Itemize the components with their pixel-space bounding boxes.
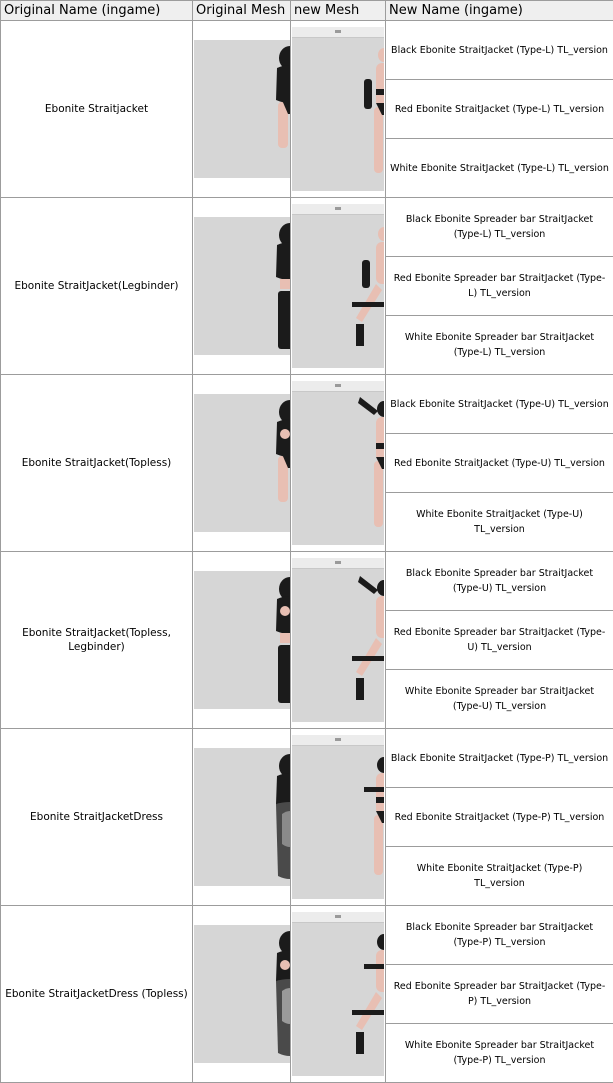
new-name-cell: Red Ebonite StraitJacket (Type-L) TL_version: [386, 80, 613, 139]
original-mesh-cell: [193, 198, 291, 375]
original-mesh-cell: [193, 906, 291, 1083]
original-name-cell: Ebonite StraitJacket(Topless, Legbinder): [1, 552, 193, 729]
new-name-cell: Red Ebonite Spreader bar StraitJacket (Type-P) TL_version: [386, 965, 613, 1024]
original-name-cell: Ebonite StraitJacketDress: [1, 729, 193, 906]
new-mesh-image: [292, 558, 384, 722]
original-mesh-image: [194, 748, 290, 886]
original-mesh-image: [194, 217, 290, 355]
new-mesh-image: [292, 204, 384, 368]
new-mesh-cell: [291, 198, 386, 375]
original-mesh-image: [194, 394, 290, 532]
new-name-cell: Red Ebonite Spreader bar StraitJacket (Type-U) TL_version: [386, 611, 613, 670]
new-mesh-image: [292, 735, 384, 899]
new-name-cell: Black Ebonite Spreader bar StraitJacket (Type-L) TL_version: [386, 198, 613, 257]
original-mesh-cell: [193, 375, 291, 552]
original-mesh-image: [194, 40, 290, 178]
table-row: [1, 729, 613, 788]
original-name-cell: Ebonite Straitjacket: [1, 21, 193, 198]
header-new-name: New Name (ingame): [386, 1, 613, 21]
header-new-mesh: new Mesh: [291, 1, 386, 21]
original-mesh-cell: [193, 552, 291, 729]
new-mesh-image: [292, 381, 384, 545]
original-name-cell: Ebonite StraitJacket(Topless): [1, 375, 193, 552]
table-row: [1, 198, 613, 257]
new-name-cell: Black Ebonite StraitJacket (Type-U) TL_version: [386, 375, 613, 434]
new-mesh-cell: [291, 21, 386, 198]
new-mesh-image: [292, 912, 384, 1076]
new-name-cell: White Ebonite Spreader bar StraitJacket (Type-P) TL_version: [386, 1024, 613, 1083]
new-name-cell: White Ebonite StraitJacket (Type-U) TL_version: [386, 493, 613, 552]
table-body: [1, 21, 613, 1083]
new-name-cell: Red Ebonite Spreader bar StraitJacket (Type-L) TL_version: [386, 257, 613, 316]
new-mesh-cell: [291, 729, 386, 906]
new-name-cell: White Ebonite Spreader bar StraitJacket (Type-L) TL_version: [386, 316, 613, 375]
new-name-cell: White Ebonite StraitJacket (Type-P) TL_version: [386, 847, 613, 906]
original-mesh-cell: [193, 729, 291, 906]
new-mesh-cell: [291, 552, 386, 729]
new-name-cell: Black Ebonite StraitJacket (Type-P) TL_version: [386, 729, 613, 788]
new-mesh-cell: [291, 906, 386, 1083]
table-row: [1, 552, 613, 611]
new-name-cell: Black Ebonite Spreader bar StraitJacket (Type-U) TL_version: [386, 552, 613, 611]
new-name-cell: White Ebonite Spreader bar StraitJacket (Type-U) TL_version: [386, 670, 613, 729]
new-mesh-cell: [291, 375, 386, 552]
table-row: [1, 21, 613, 80]
new-name-cell: Black Ebonite StraitJacket (Type-L) TL_version: [386, 21, 613, 80]
table-row: [1, 906, 613, 965]
original-mesh-image: [194, 571, 290, 709]
original-mesh-image: [194, 925, 290, 1063]
new-name-cell: Black Ebonite Spreader bar StraitJacket (Type-P) TL_version: [386, 906, 613, 965]
new-mesh-image: [292, 27, 384, 191]
new-name-cell: Red Ebonite StraitJacket (Type-U) TL_version: [386, 434, 613, 493]
original-mesh-cell: [193, 21, 291, 198]
table-row: [1, 375, 613, 434]
original-name-cell: Ebonite StraitJacket(Legbinder): [1, 198, 193, 375]
header-original-mesh: Original Mesh: [193, 1, 291, 21]
original-name-cell: Ebonite StraitJacketDress (Topless): [1, 906, 193, 1083]
new-name-cell: Red Ebonite StraitJacket (Type-P) TL_version: [386, 788, 613, 847]
header-original-name: Original Name (ingame): [1, 1, 193, 21]
new-name-cell: White Ebonite StraitJacket (Type-L) TL_version: [386, 139, 613, 198]
header-row: [1, 1, 613, 21]
